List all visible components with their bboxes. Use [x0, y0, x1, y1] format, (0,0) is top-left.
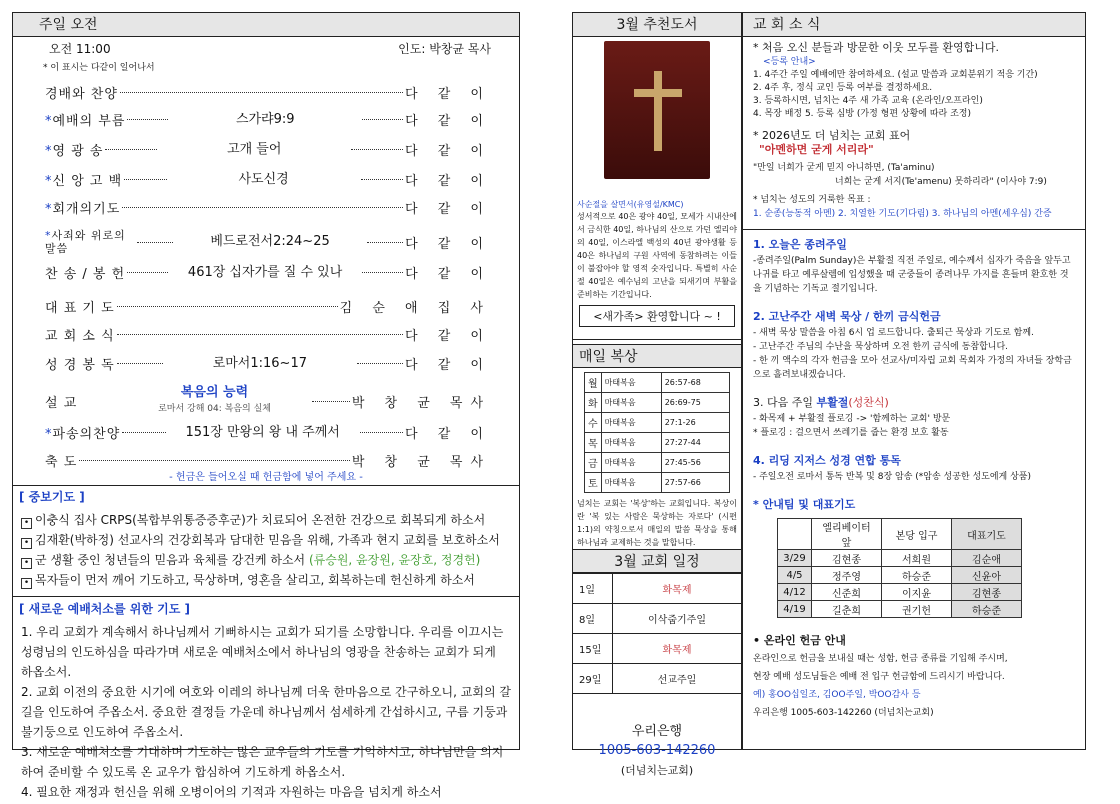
order-performer: 다 같 이: [405, 358, 491, 373]
goals: 1. 순종(능동적 아멘) 2. 치열한 기도(기다림) 3. 하나님의 아멘(세우심) 간증: [753, 209, 1052, 219]
daily-title: 매일 복상: [573, 344, 741, 368]
news-2-item: - 새벽 묵상 말씀을 아침 6시 업 로드합니다. 출퇴근 묵상과 기도로 함께.: [753, 328, 1034, 338]
soldiers-names: (류승원, 윤장원, 윤장호, 정경헌): [308, 553, 481, 567]
reg-list: [743, 69, 1085, 121]
order-row: [45, 297, 491, 316]
intercession-item: • 김재환(박하정) 선교사의 건강회복과 담대한 믿음을 위해, 가족과 현지 교회를 보호하소서: [21, 530, 511, 550]
order-row: [45, 354, 491, 373]
order-row: [45, 140, 491, 159]
book-panel: [572, 12, 742, 777]
order-content: 복음의 능력 로마서 강해 04: 복음의 실체: [158, 385, 271, 414]
news-4-title: 4. 리딩 지저스 성경 연합 통독: [753, 454, 901, 467]
news-3-body: [743, 412, 1085, 440]
daily-cell: 목: [585, 433, 602, 453]
order-label: 성 경 봉 독: [45, 358, 115, 373]
news-1-title: 1. 오늘은 종려주일: [753, 238, 847, 251]
intercession-item: • 목자들이 먼저 깨어 기도하고, 묵상하며, 영혼을 살리고, 회복하는데 헌신하게 하소서: [21, 570, 511, 590]
schedule-date: 29일: [573, 664, 613, 694]
order-performer: 다 같 이: [405, 174, 491, 189]
team-cell: 정주영: [812, 567, 882, 584]
order-performer: 다 같 이: [405, 267, 492, 282]
online-body: [743, 650, 1085, 722]
online-item: 예) 홍OO십일조, 김OO주일, 박OO감사 등: [753, 690, 921, 700]
welcome-line: * 처음 오신 분들과 방문한 이웃 모두를 환영합니다.: [753, 41, 999, 54]
team-cell: 4/5: [778, 567, 812, 584]
daily-cell: 마태복음: [601, 373, 661, 393]
order-label: 경배와 찬양: [45, 87, 118, 102]
bank-account: 1005-603-142260: [598, 743, 716, 758]
box-icon: •: [21, 558, 32, 569]
order-label: *영 광 송: [45, 144, 104, 159]
bank-name: 우리은행: [631, 724, 683, 739]
schedule-date: 1일: [573, 574, 613, 604]
online-item: 현장 예배 성도님들은 예배 전 입구 헌금함에 드리시기 바랍니다.: [753, 672, 1005, 682]
worship-title: 주일 오전: [13, 13, 519, 37]
order-content: 고개 들어: [227, 141, 282, 157]
news-3-item: - 화목제 + 부활절 플로깅 -> '함께하는 교회' 방문: [753, 414, 951, 424]
daily-cell: 27:45-56: [661, 453, 729, 473]
order-content: 베드로전서2:24~25: [210, 234, 330, 249]
news-4-body: - 주일오전 로마서 통독 반복 및 8장 암송 (*암송 성공한 성도에게 상품): [753, 472, 1032, 482]
new-place-item: 1. 우리 교회가 계속해서 하나님께서 기뻐하시는 교회가 되기를 소망합니다. 우리를 이끄시는 성령님의 인도하심을 따라가며 새로운 예배처소에서 하나님의 영광을 찬송하는 교회가 되게 하옵소서.: [21, 625, 504, 679]
daily-cell: 마태복음: [601, 413, 661, 433]
daily-cell: 27:1-26: [661, 413, 729, 433]
box-icon: •: [21, 518, 32, 529]
schedule-event: 이삭줍기주일: [613, 604, 742, 634]
intercession-item: • 군 생활 중인 청년들의 믿음과 육체를 강건케 하소서 (류승원, 윤장원, 윤장호, 정경헌): [21, 550, 511, 570]
order-row: [45, 385, 491, 417]
service-time: 오전 11:00: [49, 42, 111, 56]
schedule-table: [572, 573, 742, 694]
order-performer: 다 같 이: [405, 329, 491, 344]
online-title: • 온라인 헌금 안내: [753, 634, 846, 647]
new-place-title: [ 새로운 예배처소를 위한 기도 ]: [19, 602, 190, 616]
team-row: [778, 584, 1022, 601]
order-performer: 다 같 이: [405, 87, 491, 102]
daily-cell: 수: [585, 413, 602, 433]
offering-note: - 헌금은 들어오실 때 헌금함에 넣어 주세요 -: [13, 468, 519, 486]
team-cell: 길춘희: [812, 601, 882, 618]
schedule-date: 8일: [573, 604, 613, 634]
order-label: 찬 송 / 봉 헌: [45, 267, 126, 282]
order-row: [45, 325, 491, 344]
order-content: 스가랴9:9: [235, 111, 295, 127]
order-label: 대 표 기 도: [45, 301, 115, 316]
daily-row: [585, 373, 730, 393]
schedule-row: [573, 664, 742, 694]
schedule-row: [573, 604, 742, 634]
daily-cell: 마태복음: [601, 453, 661, 473]
daily-row: [585, 473, 730, 493]
motto: "아멘하면 굳게 서리라": [759, 143, 874, 156]
box-icon: •: [21, 578, 32, 589]
newcomer-welcome: <새가족> 환영합니다 ~ !: [579, 305, 735, 327]
team-cell: 김현종: [812, 550, 882, 567]
motto-title: * 2026년도 더 넘치는 교회 표어: [753, 129, 911, 142]
order-content: 151장 만왕의 왕 내 주께서: [185, 424, 340, 440]
daily-cell: 26:57-68: [661, 373, 729, 393]
team-cell: 이지윤: [882, 584, 952, 601]
goal-label: * 넘치는 성도의 거룩한 목표 :: [753, 195, 871, 205]
reg-item: 4. 목장 배정 5. 등록 심방 (가정 형편 상황에 따라 조정): [753, 109, 971, 119]
book-title: 사순절을 살면서(유영설/KMC): [577, 200, 684, 209]
order-performer: 다 같 이: [405, 236, 492, 252]
news-2-title: 2. 고난주간 새벽 묵상 / 한끼 금식헌금: [753, 310, 941, 323]
team-header-cell: 본당 입구: [882, 519, 952, 550]
schedule-event: 화목제: [613, 634, 742, 664]
team-cell: 서희원: [882, 550, 952, 567]
order-label: *신 앙 고 백: [45, 174, 123, 189]
new-place-list: [13, 620, 519, 804]
reg-title: <등록 안내>: [763, 57, 816, 67]
new-place-item: 4. 필요한 재정과 헌신을 위해 오병이어의 기적과 자원하는 마음을 넘치게 하소서: [21, 785, 442, 799]
order-content: 사도신경: [238, 171, 289, 187]
team-row: [778, 601, 1022, 618]
team-cell: 하승준: [882, 567, 952, 584]
team-header-cell: 엘리베이터 앞: [812, 519, 882, 550]
team-cell: 신준희: [812, 584, 882, 601]
team-title: * 안내팀 및 대표기도: [753, 498, 856, 511]
order-row: [45, 423, 491, 442]
news-2-item: - 한 끼 액수의 각자 헌금을 모아 선교사/미자립 교회 목회자 가정의 자녀들 장학금으로 흘려보내겠습니다.: [753, 356, 1072, 380]
team-row: [778, 567, 1022, 584]
news-2-body: [743, 326, 1085, 382]
team-header-cell: [778, 519, 812, 550]
daily-row: [585, 393, 730, 413]
order-performer: 다 같 이: [405, 144, 491, 159]
schedule-event: 화목제: [613, 574, 742, 604]
order-performer: 박 창 균 목사: [351, 455, 491, 470]
daily-row: [585, 433, 730, 453]
team-cell: 4/12: [778, 584, 812, 601]
order-label: 설 교: [45, 395, 78, 411]
news-3-title: 3. 다음 주일 부활절(성찬식): [753, 396, 889, 409]
order-row: [45, 229, 491, 255]
intercession-item: • 이충식 집사 CRPS(복합부위통증증후군)가 치료되어 온전한 건강으로 회복되게 하소서: [21, 510, 511, 530]
reg-item: 2. 4주 후, 정식 교인 등록 여부를 결정하세요.: [753, 83, 933, 93]
news-2-item: - 고난주간 주님의 수난을 묵상하며 오전 한끼 금식에 동참합니다.: [753, 342, 1009, 352]
reg-item: 1. 4주간 주일 예배에만 참여하세요. (설교 말씀과 교회분위기 적응 기간): [753, 70, 1038, 80]
order-label: *파송의찬양: [45, 427, 121, 442]
order-row: [45, 83, 491, 102]
order-performer: 박 창 균 목사: [351, 395, 491, 411]
motto-verse-2: 너희는 굳게 서지(Te'amenu) 못하리라" (이사야 7:9): [835, 177, 1047, 187]
new-place-item: 3. 새로운 예배처소를 기대하며 기도하는 많은 교우들의 기도를 기억하시고, 하나님만을 의지하여 준비할 수 있도록 온 교우가 합심하여 기도하게 하옵소서.: [21, 745, 504, 779]
online-item: 온라인으로 헌금을 보내실 때는 성함, 헌금 종류를 기입해 주시며,: [753, 654, 1008, 664]
schedule-row: [573, 634, 742, 664]
daily-cell: 27:57-66: [661, 473, 729, 493]
daily-cell: 토: [585, 473, 602, 493]
daily-row: [585, 413, 730, 433]
book-cover-image: [604, 41, 710, 179]
team-cell: 4/19: [778, 601, 812, 618]
book-description: 성서적으로 40은 광야 40일, 모세가 시내산에서 금식한 40일, 하나님의 산으로 가던 엘리야의 40일, 이스라엘 백성의 40년 광야생활 등 40은 하나님의 구원 사역에 동참하려는 이들이 불잡아야 할 영적 숫자입니다. 특별히 사순절 40일은 예수님의 고난을 되새기며 부활을 준비하는 기간입니다.: [577, 212, 737, 299]
daily-cell: 마태복음: [601, 433, 661, 453]
order-row: [45, 198, 491, 217]
team-cell: 3/29: [778, 550, 812, 567]
schedule-event: 선교주일: [613, 664, 742, 694]
order-performer: 다 같 이: [405, 114, 492, 129]
daily-cell: 26:69-75: [661, 393, 729, 413]
daily-row: [585, 453, 730, 473]
bank-owner: (더넘치는교회): [620, 764, 694, 777]
daily-cell: 27:27-44: [661, 433, 729, 453]
daily-note: 넘치는 교회는 '복상'하는 교회입니다. 복상이란 '복 있는 사람은 묵상하는 자로다' (시편1:1)의 약칭으로서 매일의 말씀 묵상을 통해 하나님과 교제하는 것을 말합니다.: [577, 499, 737, 547]
box-icon: •: [21, 538, 32, 549]
team-cell: 김현종: [952, 584, 1022, 601]
order-performer: 김 순 애 집 사: [339, 301, 491, 316]
daily-cell: 화: [585, 393, 602, 413]
order-row: [45, 263, 491, 282]
schedule-title: 3월 교회 일정: [573, 549, 741, 573]
daily-cell: 월: [585, 373, 602, 393]
service-leader: 인도: 박창균 목사: [398, 42, 491, 56]
daily-cell: 마태복음: [601, 473, 661, 493]
team-cell: 김순애: [952, 550, 1022, 567]
intercession-title: [ 중보기도 ]: [19, 490, 85, 504]
order-label: 교 회 소 식: [45, 329, 115, 344]
order-label: 축 도: [45, 455, 78, 470]
online-item: 우리은행 1005-603-142260 (더넘치는교회): [753, 708, 934, 718]
daily-cell: 마태복음: [601, 393, 661, 413]
news-panel: [742, 12, 1086, 750]
stand-note: * 이 표시는 다같이 일어나서: [43, 63, 155, 73]
daily-cell: 금: [585, 453, 602, 473]
order-label: *회개의기도: [45, 202, 121, 217]
order-label: *예배의 부름: [45, 114, 126, 129]
book-panel-title: 3월 추천도서: [573, 13, 741, 37]
intercession-list: [13, 508, 519, 592]
worship-order-panel: [12, 12, 520, 799]
news-3-item: * 플로깅 : 걸으면서 쓰레기를 줍는 환경 보호 활동: [753, 428, 949, 438]
schedule-date: 15일: [573, 634, 613, 664]
reg-item: 3. 등록하시면, 넘치는 4주 새 가족 교육 (온라인/오프라인): [753, 96, 983, 106]
team-header-cell: 대표기도: [952, 519, 1022, 550]
team-table: [777, 518, 1022, 618]
order-performer: 다 같 이: [405, 202, 491, 217]
order-row: [45, 110, 491, 129]
order-content: 461장 십자가를 질 수 있나: [187, 264, 343, 280]
new-place-item: 2. 교회 이전의 중요한 시기에 여호와 이레의 하나님께 더욱 한마음으로 간구하오니, 교회의 갈 길을 인도하여 주옵소서. 중요한 결정들 가운데 하나님께서 섬세하게 간섭하시고, 구름 기둥과 불기둥으로 인도하여 주옵소서.: [21, 685, 511, 739]
team-row: [778, 550, 1022, 567]
bank-info: [573, 694, 741, 778]
motto-verse-1: "만일 너희가 굳게 믿지 아니하면, (Ta'aminu): [753, 163, 935, 173]
news-title: 교 회 소 식: [743, 13, 1085, 37]
team-cell: 하승준: [952, 601, 1022, 618]
team-cell: 신윤아: [952, 567, 1022, 584]
news-1-body: -종려주일(Palm Sunday)은 부활절 직전 주일로, 예수께서 십자가 죽음을 앞두고 나귀를 타고 예루살렘에 입성했을 때 군중들이 종려나무 가지를 흔들며 환호한 것을 기념하는 기독교 절기입니다.: [753, 256, 1071, 294]
order-row: [45, 170, 491, 189]
order-label: *사죄와 위로의 말씀: [45, 229, 126, 255]
order-content: 로마서1:16~17: [212, 355, 307, 371]
team-cell: 권기헌: [882, 601, 952, 618]
daily-reading-table: [584, 372, 730, 493]
schedule-row: [573, 574, 742, 604]
order-performer: 다 같 이: [405, 427, 491, 442]
